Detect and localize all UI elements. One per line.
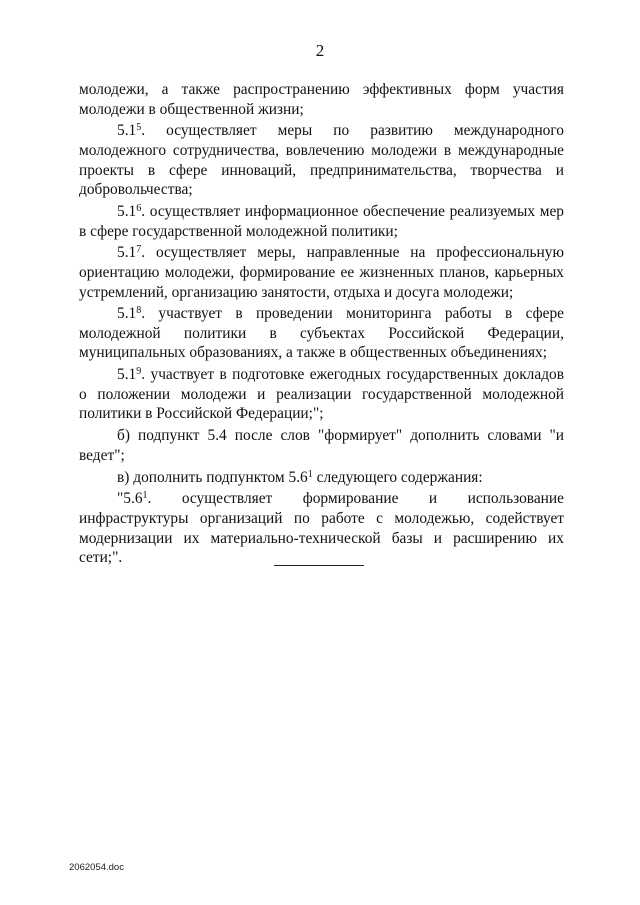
paragraph-text: . участвует в подготовке ежегодных государственных докладов о положении молодежи и реализации государственной молодежной политики в Российской Федерации;";: [79, 366, 564, 423]
superscript-index: 9: [136, 366, 142, 378]
superscript-index: 7: [136, 244, 142, 256]
paragraph-text: молодежи, а также распространению эффективных форм участия молодежи в общественной жизни;: [79, 81, 564, 118]
superscript-index: 1: [142, 490, 148, 502]
paragraph-text: б) подпункт 5.4 после слов "формирует" дополнить словами "и ведет";: [79, 427, 564, 464]
footer-file-name: 2062054.doc: [69, 862, 124, 873]
superscript-index: 8: [136, 305, 142, 317]
paragraph-text: . осуществляет формирование и использование инфраструктуры организаций по работе с молодежью, содействует модернизации их материально-технической базы и расширению их сети;".: [79, 490, 564, 567]
superscript-index: 1: [307, 468, 313, 480]
paragraph-p8: [79, 489, 564, 567]
page-number: 2: [315, 41, 325, 60]
superscript-index: 5: [136, 122, 142, 134]
paragraph-text: 5.1: [117, 305, 137, 323]
paragraph-p0: [79, 80, 564, 119]
document-body: [79, 80, 564, 570]
paragraph-p5: [79, 365, 564, 424]
paragraph-text: 5.1: [117, 122, 137, 140]
paragraph-p1: [79, 121, 564, 199]
paragraph-text: в) дополнить подпунктом 5.6: [117, 468, 308, 486]
paragraph-p3: [79, 243, 564, 302]
paragraph-text: "5.6: [117, 490, 143, 508]
paragraph-text: . осуществляет меры по развитию международного молодежного сотрудничества, вовлечению молодежи в международные проекты в сфере инноваций, предпринимательства, творчества и добровольчества;: [79, 122, 564, 199]
paragraph-text: 5.1: [117, 202, 137, 220]
paragraph-text: . осуществляет информационное обеспечение реализуемых мер в сфере государственной молодежной политики;: [79, 202, 564, 240]
paragraph-text: . осуществляет меры, направленные на профессиональную ориентацию молодежи, формирование ее жизненных планов, карьерных устремлений, организацию занятости, отдыха и досуга молодежи;: [79, 244, 564, 301]
paragraph-text: 5.1: [117, 244, 137, 262]
paragraph-p4: [79, 304, 564, 363]
paragraph-p7: [79, 468, 564, 488]
paragraph-text: следующего содержания:: [312, 468, 483, 486]
paragraph-text: 5.1: [117, 366, 137, 384]
end-divider-line: [274, 565, 364, 566]
superscript-index: 6: [136, 202, 142, 214]
paragraph-p2: [79, 202, 564, 241]
paragraph-text: . участвует в проведении мониторинга работы в сфере молодежной политики в субъектах Российской Федерации, муниципальных образованиях, а также в общественных объединениях;: [79, 305, 564, 362]
paragraph-p6: [79, 426, 564, 465]
